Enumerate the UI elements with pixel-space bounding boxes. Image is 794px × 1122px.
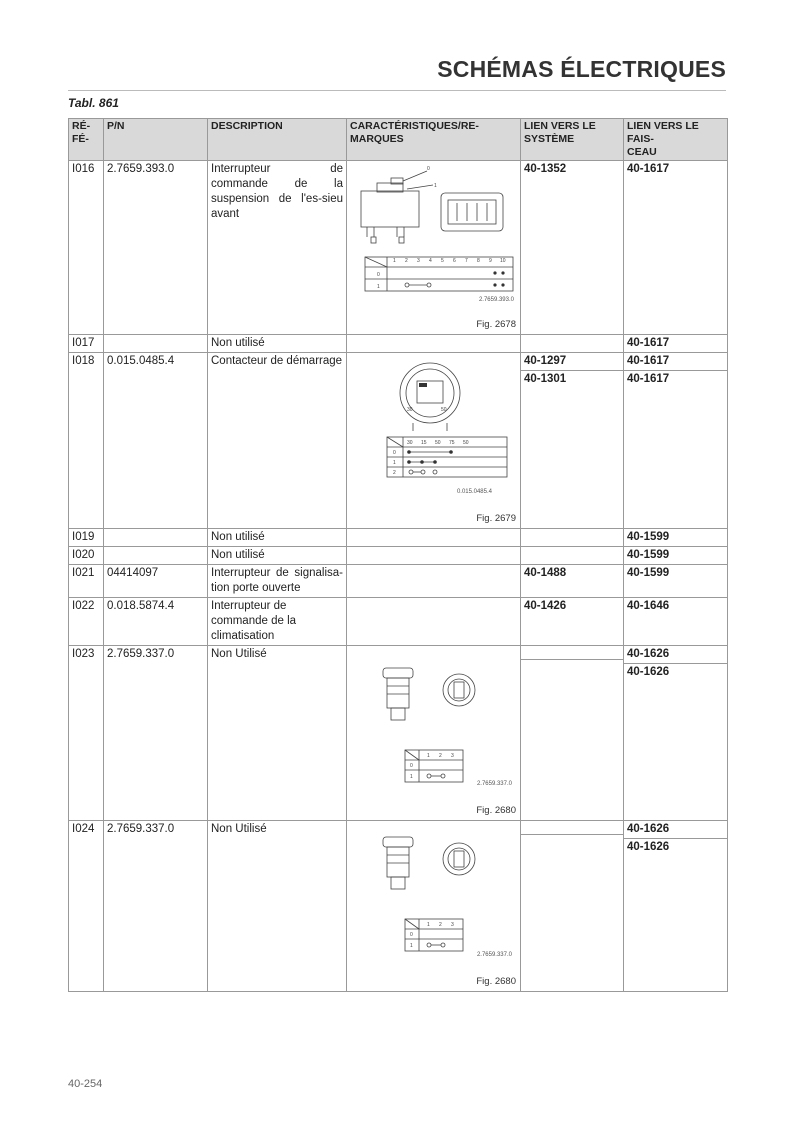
svg-text:6: 6 bbox=[453, 258, 456, 264]
svg-text:1: 1 bbox=[377, 284, 380, 290]
svg-text:0: 0 bbox=[427, 166, 430, 172]
harness-link-cell: 40-1617 bbox=[624, 161, 728, 335]
table-row bbox=[69, 565, 728, 598]
figure-part-number: 2.7659.337.0 bbox=[476, 781, 512, 787]
svg-text:1: 1 bbox=[434, 183, 437, 189]
svg-text:50: 50 bbox=[435, 440, 441, 446]
pn-cell: 2.7659.337.0 bbox=[104, 646, 208, 821]
system-link-2: 40-1301 bbox=[521, 370, 623, 388]
description-cell: Interrupteur de commande de la climatisation bbox=[208, 598, 347, 646]
svg-text:1: 1 bbox=[410, 774, 413, 780]
table-row bbox=[69, 335, 728, 353]
harness-link-cell: 40-1646 bbox=[624, 598, 728, 646]
svg-text:5: 5 bbox=[441, 258, 444, 264]
harness-link-2: 40-1626 bbox=[624, 838, 727, 856]
figure-caption: Fig. 2678 bbox=[476, 319, 516, 330]
harness-link-cell bbox=[624, 821, 728, 992]
figure-cell bbox=[347, 353, 521, 529]
characteristics-cell bbox=[347, 335, 521, 353]
svg-text:10: 10 bbox=[500, 258, 506, 264]
col-header-ref: RÉ- FÉ- bbox=[69, 119, 104, 161]
svg-text:1: 1 bbox=[393, 258, 396, 264]
pn-cell bbox=[104, 547, 208, 565]
svg-text:1: 1 bbox=[427, 753, 430, 759]
table-row bbox=[69, 598, 728, 646]
col-header-system-link: LIEN VERS LE SYSTÈME bbox=[521, 119, 624, 161]
pn-cell: 2.7659.337.0 bbox=[104, 821, 208, 992]
description-cell: Contacteur de démarrage bbox=[208, 353, 347, 529]
system-link-cell bbox=[521, 353, 624, 529]
system-link-cell bbox=[521, 547, 624, 565]
svg-text:15: 15 bbox=[421, 440, 427, 446]
ignition-switch-drawing bbox=[347, 353, 521, 528]
pn-cell bbox=[104, 529, 208, 547]
figure-part-number: 0.015.0485.4 bbox=[456, 489, 492, 495]
table-caption: Tabl. 861 bbox=[68, 96, 119, 110]
svg-text:1: 1 bbox=[410, 943, 413, 949]
ref-cell: I023 bbox=[69, 646, 104, 821]
pn-cell: 2.7659.393.0 bbox=[104, 161, 208, 335]
description-cell: Non utilisé bbox=[208, 335, 347, 353]
svg-text:2: 2 bbox=[439, 922, 442, 928]
characteristics-cell bbox=[347, 529, 521, 547]
figure-cell bbox=[347, 821, 521, 992]
harness-link-cell bbox=[624, 646, 728, 821]
svg-text:50: 50 bbox=[463, 440, 469, 446]
figure-cell bbox=[347, 646, 521, 821]
system-link-cell: 40-1352 bbox=[521, 161, 624, 335]
harness-link-cell: 40-1599 bbox=[624, 565, 728, 598]
page-title: SCHÉMAS ÉLECTRIQUES bbox=[437, 56, 726, 82]
ref-cell: I016 bbox=[69, 161, 104, 335]
figure-caption: Fig. 2679 bbox=[476, 513, 516, 524]
push-switch-figure bbox=[347, 646, 520, 820]
svg-text:2: 2 bbox=[439, 753, 442, 759]
svg-text:75: 75 bbox=[449, 440, 455, 446]
characteristics-cell bbox=[347, 547, 521, 565]
system-link-cell bbox=[521, 335, 624, 353]
table-row bbox=[69, 529, 728, 547]
svg-text:50: 50 bbox=[441, 407, 447, 413]
svg-text:1: 1 bbox=[393, 460, 396, 466]
description-cell: Non utilisé bbox=[208, 547, 347, 565]
harness-link-1: 40-1617 bbox=[627, 355, 670, 367]
table-row bbox=[69, 161, 728, 335]
svg-text:0: 0 bbox=[377, 272, 380, 278]
harness-link-cell: 40-1599 bbox=[624, 547, 728, 565]
pn-cell: 04414097 bbox=[104, 565, 208, 598]
description-cell: Interrupteur de signalisa-tion porte ouverte bbox=[208, 565, 347, 598]
table-row bbox=[69, 547, 728, 565]
system-link-cell bbox=[521, 529, 624, 547]
page-number: 40-254 bbox=[68, 1078, 103, 1090]
harness-link-2: 40-1626 bbox=[624, 663, 727, 681]
push-switch-drawing bbox=[347, 646, 521, 820]
description-cell: Non Utilisé bbox=[208, 646, 347, 821]
ref-cell: I018 bbox=[69, 353, 104, 529]
harness-link-cell bbox=[624, 353, 728, 529]
svg-text:0: 0 bbox=[393, 450, 396, 456]
svg-text:1: 1 bbox=[427, 922, 430, 928]
header-divider bbox=[68, 90, 726, 91]
svg-text:0: 0 bbox=[410, 932, 413, 938]
col-header-harness-link: LIEN VERS LE FAIS- CEAU bbox=[624, 119, 728, 161]
system-link-1: 40-1297 bbox=[524, 355, 567, 367]
svg-text:3: 3 bbox=[417, 258, 420, 264]
system-link-cell bbox=[521, 821, 624, 992]
description-cell: Non Utilisé bbox=[208, 821, 347, 992]
figure-part-number: 2.7659.337.0 bbox=[476, 952, 512, 958]
push-switch-figure bbox=[347, 821, 520, 991]
system-link-cell: 40-1426 bbox=[521, 598, 624, 646]
pn-cell: 0.015.0485.4 bbox=[104, 353, 208, 529]
col-header-description: DESCRIPTION bbox=[208, 119, 347, 161]
table-header-row bbox=[69, 119, 728, 161]
col-header-characteristics: CARACTÉRISTIQUES/RE- MARQUES bbox=[347, 119, 521, 161]
ref-cell: I019 bbox=[69, 529, 104, 547]
pn-cell: 0.018.5874.4 bbox=[104, 598, 208, 646]
harness-link-cell: 40-1617 bbox=[624, 335, 728, 353]
system-link-cell bbox=[521, 646, 624, 821]
table-row bbox=[69, 821, 728, 992]
svg-text:4: 4 bbox=[429, 258, 432, 264]
push-switch-drawing bbox=[347, 821, 521, 991]
svg-text:3: 3 bbox=[451, 753, 454, 759]
ref-cell: I022 bbox=[69, 598, 104, 646]
harness-link-2: 40-1617 bbox=[624, 370, 727, 388]
description-cell: Interrupteur de commande de la suspension de l'es-sieu avant bbox=[208, 161, 347, 335]
characteristics-cell bbox=[347, 598, 521, 646]
ref-cell: I017 bbox=[69, 335, 104, 353]
svg-text:7: 7 bbox=[465, 258, 468, 264]
svg-text:0: 0 bbox=[410, 763, 413, 769]
svg-text:2: 2 bbox=[405, 258, 408, 264]
svg-text:30: 30 bbox=[407, 407, 413, 413]
svg-text:8: 8 bbox=[477, 258, 480, 264]
svg-text:2: 2 bbox=[393, 470, 396, 476]
harness-link-cell: 40-1599 bbox=[624, 529, 728, 547]
figure-caption: Fig. 2680 bbox=[476, 805, 516, 816]
parts-table bbox=[68, 118, 728, 992]
svg-text:3: 3 bbox=[451, 922, 454, 928]
col-header-pn: P/N bbox=[104, 119, 208, 161]
rocker-switch-figure bbox=[347, 161, 520, 334]
rocker-switch-drawing bbox=[347, 161, 521, 334]
system-link-cell: 40-1488 bbox=[521, 565, 624, 598]
harness-link-1: 40-1626 bbox=[627, 823, 670, 835]
ref-cell: I020 bbox=[69, 547, 104, 565]
table-row bbox=[69, 646, 728, 821]
figure-cell bbox=[347, 161, 521, 335]
ignition-switch-figure bbox=[347, 353, 520, 528]
harness-link-1: 40-1626 bbox=[627, 648, 670, 660]
pn-cell bbox=[104, 335, 208, 353]
svg-text:30: 30 bbox=[407, 440, 413, 446]
ref-cell: I024 bbox=[69, 821, 104, 992]
figure-caption: Fig. 2680 bbox=[476, 976, 516, 987]
svg-text:9: 9 bbox=[489, 258, 492, 264]
characteristics-cell bbox=[347, 565, 521, 598]
table-row bbox=[69, 353, 728, 529]
description-cell: Non utilisé bbox=[208, 529, 347, 547]
ref-cell: I021 bbox=[69, 565, 104, 598]
figure-part-number: 2.7659.393.0 bbox=[478, 297, 514, 303]
